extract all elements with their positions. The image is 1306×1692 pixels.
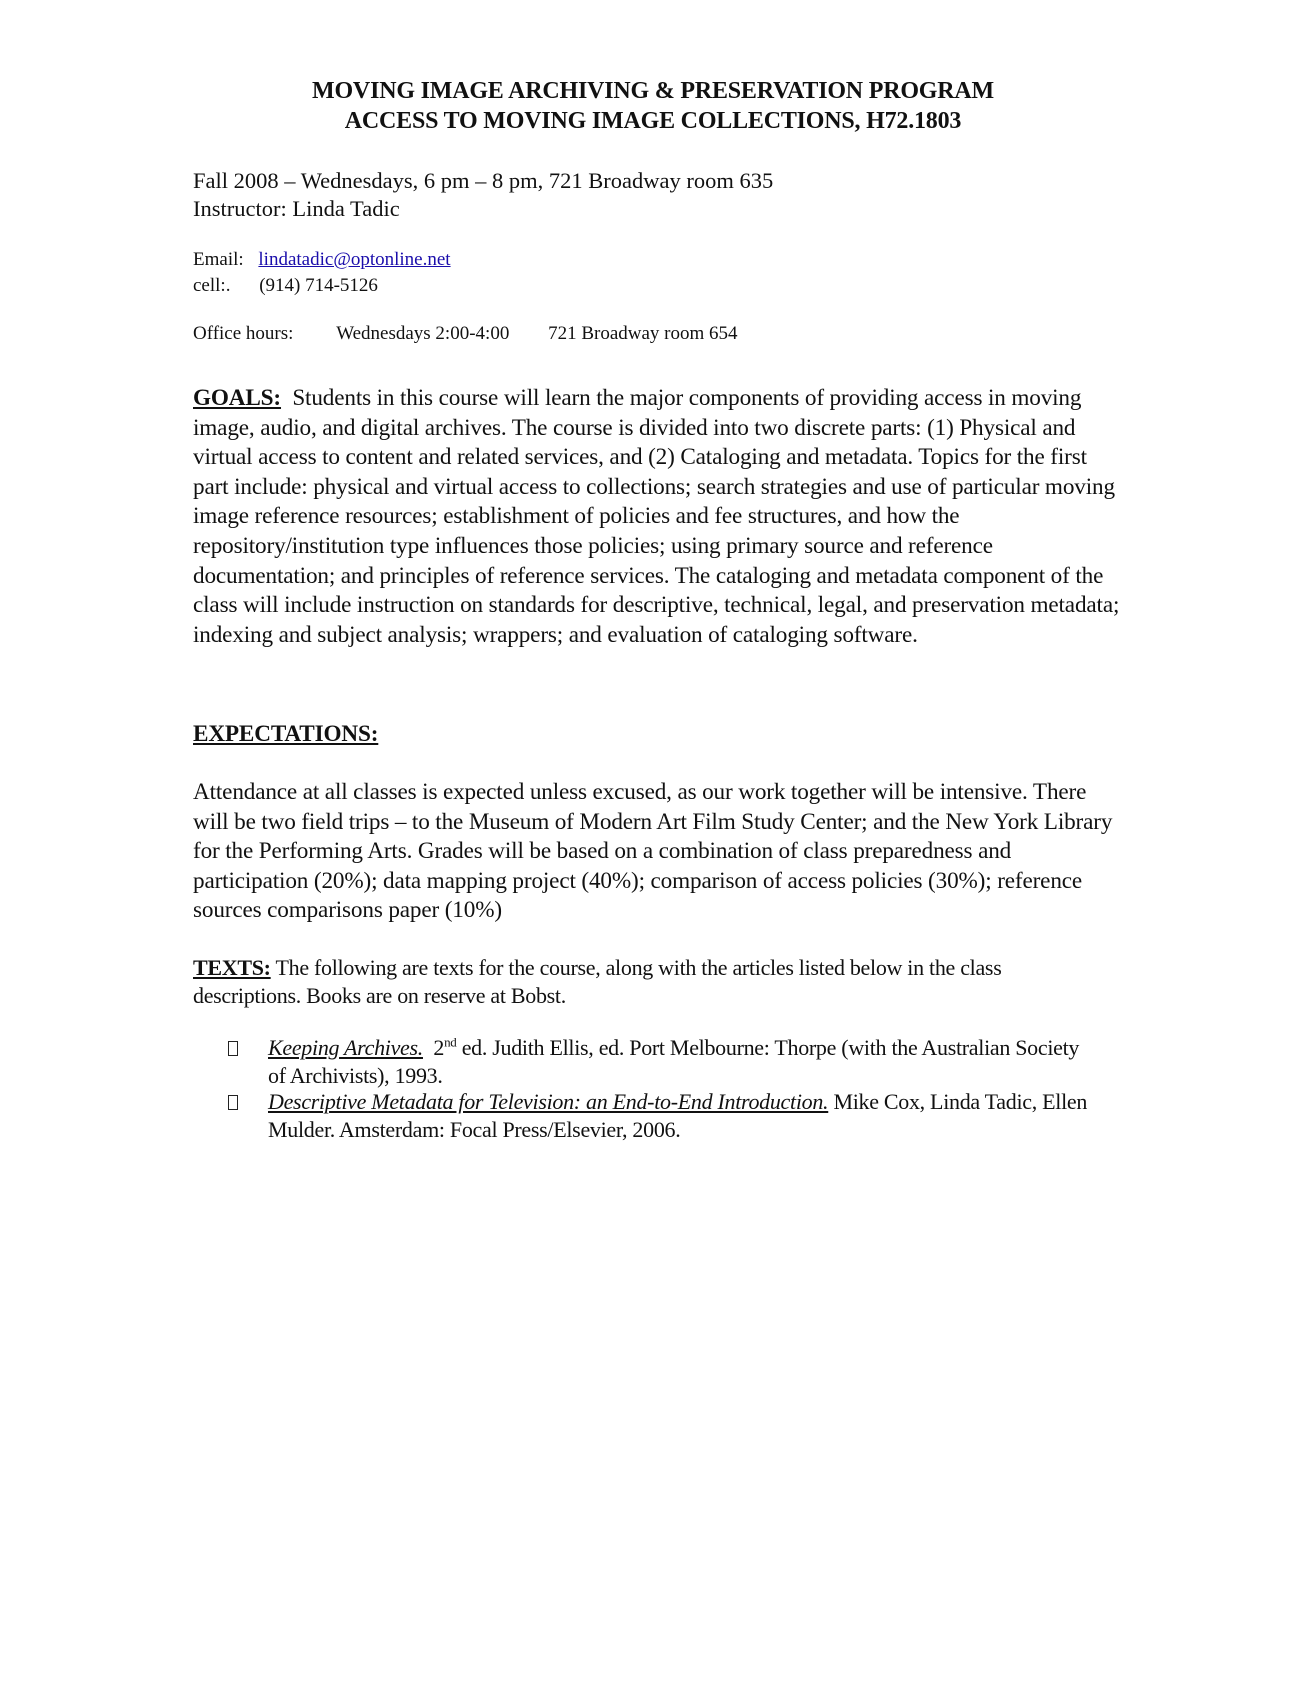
goals-section [193, 384, 1123, 650]
book-details: Mike Cox, Linda Tadic, Ellen Mulder. Amsterdam: Focal Press/Elsevier, 2006. [268, 1089, 1088, 1142]
instructor-name: Instructor: Linda Tadic [193, 196, 400, 221]
book-title: Keeping Archives. [268, 1035, 423, 1060]
course-schedule: Fall 2008 – Wednesdays, 6 pm – 8 pm, 721 Broadway room 635 [193, 168, 774, 193]
bullet-icon [228, 1041, 238, 1056]
email-row [193, 248, 451, 272]
expectations-heading: EXPECTATIONS: [193, 721, 379, 747]
email-link[interactable]: lindatadic@optonline.net [258, 249, 451, 270]
cell-label: cell:. [193, 275, 231, 296]
cell-row [193, 274, 378, 298]
office-hours-time: Wednesdays 2:00-4:00 [336, 323, 510, 344]
course-title: ACCESS TO MOVING IMAGE COLLECTIONS, H72.1803 [344, 108, 962, 134]
email-label: Email: [193, 249, 244, 270]
cell-number: (914) 714-5126 [259, 275, 378, 296]
book-details: ed. Judith Ellis, ed. Port Melbourne: Thorpe (with the Australian Society of Archivists), 1993. [268, 1035, 1080, 1088]
texts-section [193, 954, 1093, 1009]
book-citation: Keeping Archives. 2nd ed. Judith Ellis, ed. Port Melbourne: Thorpe (with the Australian Society of Archivists), 1993. [268, 1034, 1080, 1088]
goals-heading: GOALS: [193, 385, 282, 411]
expectations-text: Attendance at all classes is expected unless excused, as our work together will be intensive. There will be two field trips – to the Museum of Modern Art Film Study Center; and the New York Library for the Performing Arts. Grades will be based on a combination of class preparedness and participation (20%); data mapping project (40%); comparison of access policies (30%); reference sources comparisons paper (10%) [193, 779, 1113, 924]
office-hours-label: Office hours: [193, 323, 294, 344]
program-title: MOVING IMAGE ARCHIVING & PRESERVATION PROGRAM [312, 78, 994, 104]
list-item [228, 1034, 1098, 1090]
list-item [228, 1088, 1098, 1144]
office-room: 721 Broadway room 654 [548, 323, 738, 344]
bullet-icon [228, 1095, 238, 1110]
expectations-heading-wrap [193, 720, 1123, 750]
book-title: Descriptive Metadata for Television: an End-to-End Introduction. [268, 1089, 829, 1114]
book-citation [268, 1088, 1098, 1144]
texts-heading: TEXTS: [193, 955, 271, 980]
goals-text: Students in this course will learn the major components of providing access in moving image, audio, and digital archives. The course is divided into two discrete parts: (1) Physical and virtual access to content and related services, and (2) Cataloging and metadata. Topics for the first part include: physical and virtual access to collections; search strategies and use of particular moving image reference resources; establishment of policies and fee structures, and how the repository/institution type influences those policies; using primary source and reference documentation; and principles of reference services. The cataloging and metadata component of the class will include instruction on standards for descriptive, technical, legal, and preservation metadata; indexing and subject analysis; wrappers; and evaluation of cataloging software. [193, 385, 1120, 648]
texts-intro: The following are texts for the course, along with the articles listed below in the class descriptions. Books are on reserve at Bobst. [193, 955, 1002, 1008]
office-hours-row [193, 322, 738, 346]
